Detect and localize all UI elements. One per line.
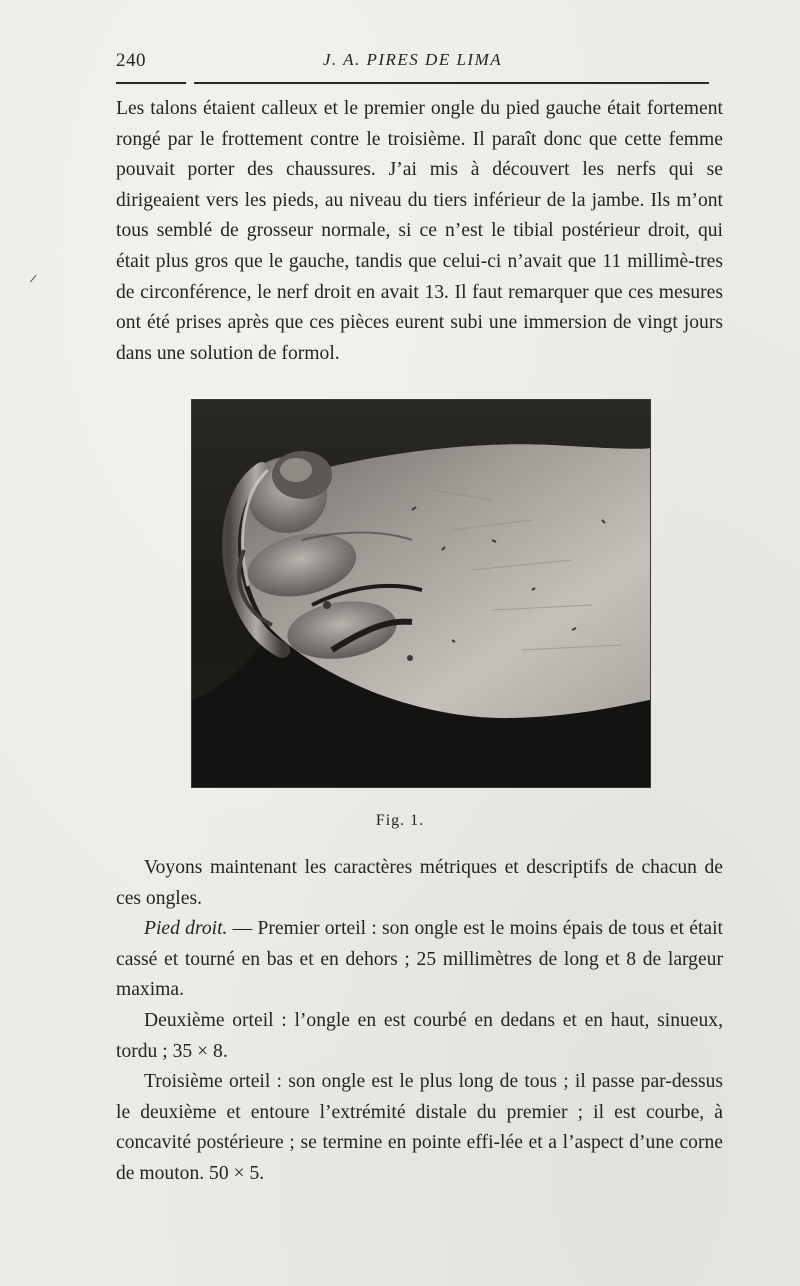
paragraph-troisieme-orteil: Troisième orteil : son ongle est le plus long de tous ; il passe par-dessus le deuxième et entoure l’extrémité distale du premier ; il est courbe, à concavité postérieure ; se termine en pointe effi-lée et a l’aspect d’une corne de mouton. 50 × 5. bbox=[116, 1071, 723, 1184]
pied-droit-text: — Premier orteil : son ongle est le moins épais de tous et était cassé et tourné en bas et en dehors ; 25 millimètres de long et 8 de largeur maxima. bbox=[116, 918, 723, 1001]
paragraph-pied-droit bbox=[116, 914, 723, 1006]
figure-caption: Fig. 1. bbox=[375, 812, 425, 829]
running-head: J. A. PIRES DE LIMA bbox=[322, 50, 503, 69]
page-number: 240 bbox=[116, 50, 146, 71]
page-header bbox=[116, 50, 709, 76]
header-rule-left bbox=[116, 82, 186, 84]
margin-mark bbox=[30, 275, 41, 286]
text-block-bottom bbox=[116, 853, 723, 1190]
paragraph-voyons: Voyons maintenant les caractères métriques et descriptifs de chacun de ces ongles. bbox=[116, 857, 723, 909]
pied-droit-label: Pied droit. bbox=[144, 918, 228, 940]
text-block-top bbox=[116, 94, 723, 369]
header-rule-right bbox=[194, 82, 709, 84]
figure-photograph bbox=[192, 400, 650, 787]
paragraph-deuxieme-orteil: Deuxième orteil : l’ongle en est courbé en dedans et en haut, sinueux, tordu ; 35 × 8. bbox=[116, 1009, 723, 1062]
foot-photograph bbox=[192, 400, 650, 787]
paragraph-talons: Les talons étaient calleux et le premier ongle du pied gauche était fortement rongé par le frottement contre le troisième. Il paraît donc que cette femme pouvait porter des chaussures. J’ai mis à découvert les nerfs qui se dirigeaient vers les pieds, au niveau du tiers inférieur de la jambe. Ils m’ont tous semblé de grosseur normale, si ce n’est le tibial postérieur droit, qui était plus gros que le gauche, tandis que celui-ci n’avait que 11 millimè-tres de circonférence, le nerf droit en avait 13. Il faut remarquer que ces mesures ont été prises après que ces pièces eurent subi une immersion de vingt jours dans une solution de formol. bbox=[116, 98, 723, 364]
